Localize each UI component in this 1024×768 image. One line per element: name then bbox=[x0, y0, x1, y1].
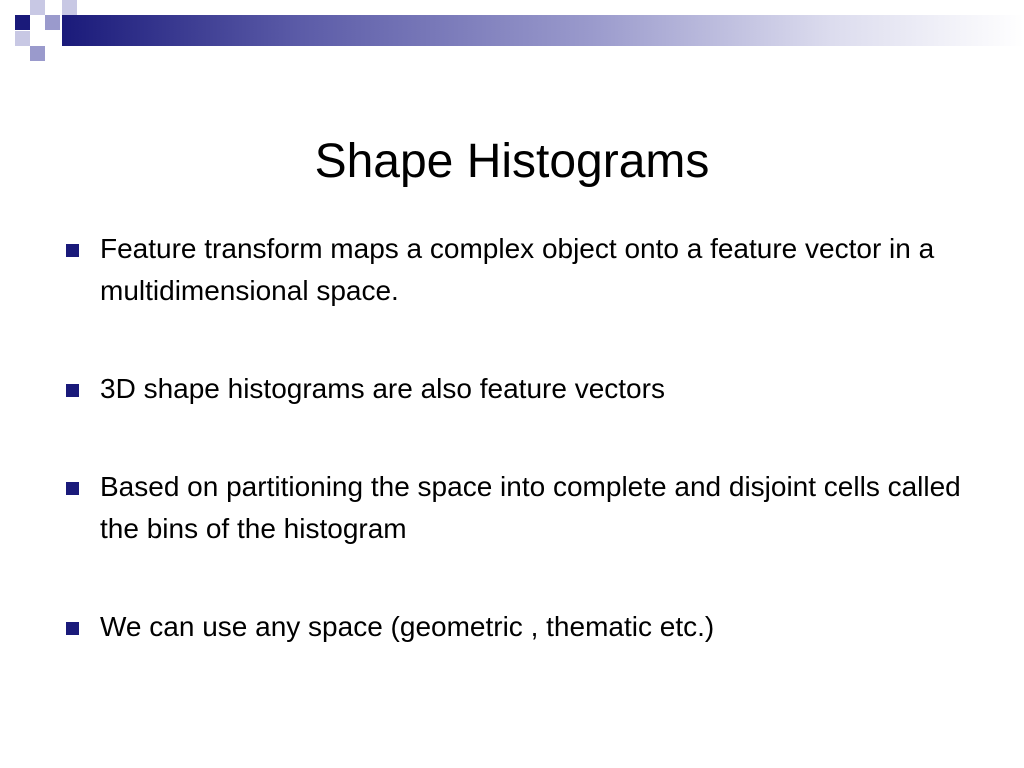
square-bullet-icon bbox=[66, 384, 79, 397]
bullet-text: Feature transform maps a complex object onto a feature vector in a multidimensional space. bbox=[100, 233, 935, 306]
decor-square bbox=[62, 0, 77, 15]
bullet-item bbox=[62, 466, 962, 550]
decor-square bbox=[30, 46, 45, 61]
square-bullet-icon bbox=[66, 244, 79, 257]
bullet-item bbox=[62, 368, 962, 410]
bullet-item bbox=[62, 606, 962, 648]
bullet-list bbox=[62, 228, 962, 704]
decor-square bbox=[45, 15, 60, 30]
decor-square bbox=[15, 31, 30, 46]
bullet-text: Based on partitioning the space into complete and disjoint cells called the bins of the histogram bbox=[100, 471, 961, 544]
square-bullet-icon bbox=[66, 622, 79, 635]
bullet-text: We can use any space (geometric , thematic etc.) bbox=[100, 611, 715, 642]
bullet-text: 3D shape histograms are also feature vectors bbox=[100, 373, 665, 404]
square-bullet-icon bbox=[66, 482, 79, 495]
bullet-item bbox=[62, 228, 962, 312]
header-gradient-bar bbox=[62, 15, 1024, 46]
decor-square bbox=[15, 15, 30, 30]
decor-square bbox=[30, 0, 45, 15]
slide-title: Shape Histograms bbox=[314, 135, 710, 189]
